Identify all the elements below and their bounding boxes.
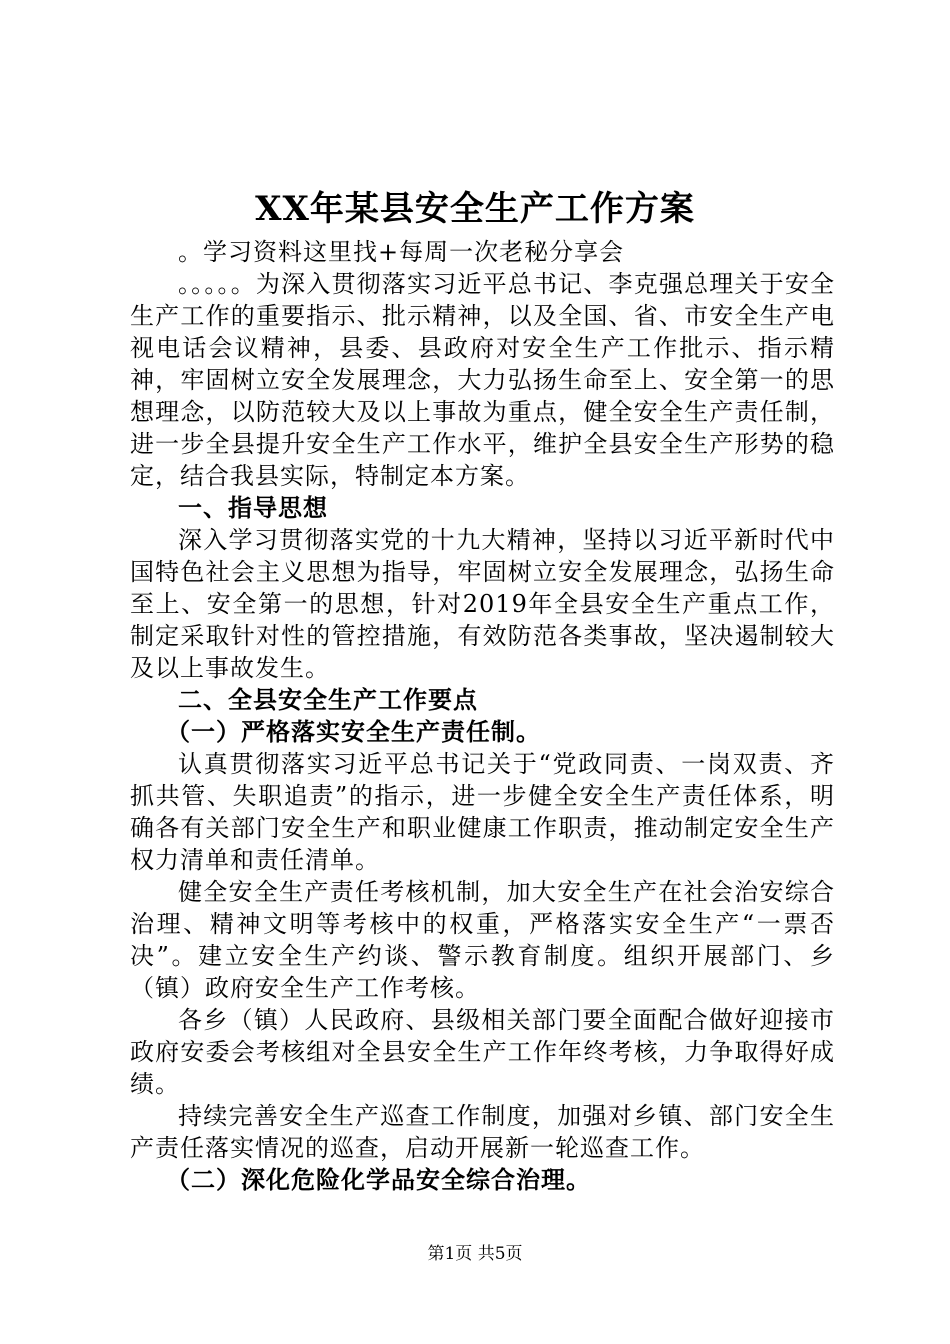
paragraph-responsibility-3: 各乡（镇）人民政府、县级相关部门要全面配合做好迎接市政府安委会考核组对全县安全生产工作年终考核，力争取得好成绩。 [130,1006,835,1098]
intro-line: 。学习资料这里找+每周一次老秘分享会 [178,238,625,266]
document-title: XX年某县安全生产工作方案 [255,189,695,229]
paragraph-responsibility-1: 认真贯彻落实习近平总书记关于“党政同责、一岗双责、齐抓共管、失职追责”的指示，进一步健全安全生产责任体系，明确各有关部门安全生产和职业健康工作职责，推动制定安全生产权力清单和责任清单。 [130,750,835,874]
document-body [130,236,835,1196]
page-footer: 第1页 共5页 [427,1244,523,1264]
paragraph-intro: 。。。。。为深入贯彻落实习近平总书记、李克强总理关于安全生产工作的重要指示、批示精神，以及全国、省、市安全生产电视电话会议精神，县委、县政府对安全生产工作批示、指示精神，牢固树立安全发展理念，大力弘扬生命至上、安全第一的思想理念，以防范较大及以上事故为重点，健全安全生产责任制，进一步全县提升安全生产工作水平，维护全县安全生产形势的稳定，结合我县实际，特制定本方案。 [130,270,835,490]
subsection-heading-hazardous-chemicals: （二）深化危险化学品安全综合治理。 [166,1166,591,1194]
section-heading-guiding-thought: 一、指导思想 [178,494,328,522]
subsection-heading-responsibility: （一）严格落实安全生产责任制。 [166,718,541,746]
paragraph-guiding-thought: 深入学习贯彻落实党的十九大精神，坚持以习近平新时代中国特色社会主义思想为指导，牢固树立安全发展理念，弘扬生命至上、安全第一的思想，针对2019年全县安全生产重点工作，制定采取针对性的管控措施，有效防范各类事故，坚决遏制较大及以上事故发生。 [130,526,835,682]
paragraph-responsibility-2: 健全安全生产责任考核机制，加大安全生产在社会治安综合治理、精神文明等考核中的权重，严格落实安全生产“一票否决”。建立安全生产约谈、警示教育制度。组织开展部门、乡（镇）政府安全生产工作考核。 [130,878,835,1002]
section-heading-work-points: 二、全县安全生产工作要点 [178,686,478,714]
paragraph-responsibility-4: 持续完善安全生产巡查工作制度，加强对乡镇、部门安全生产责任落实情况的巡查，启动开展新一轮巡查工作。 [130,1102,835,1162]
